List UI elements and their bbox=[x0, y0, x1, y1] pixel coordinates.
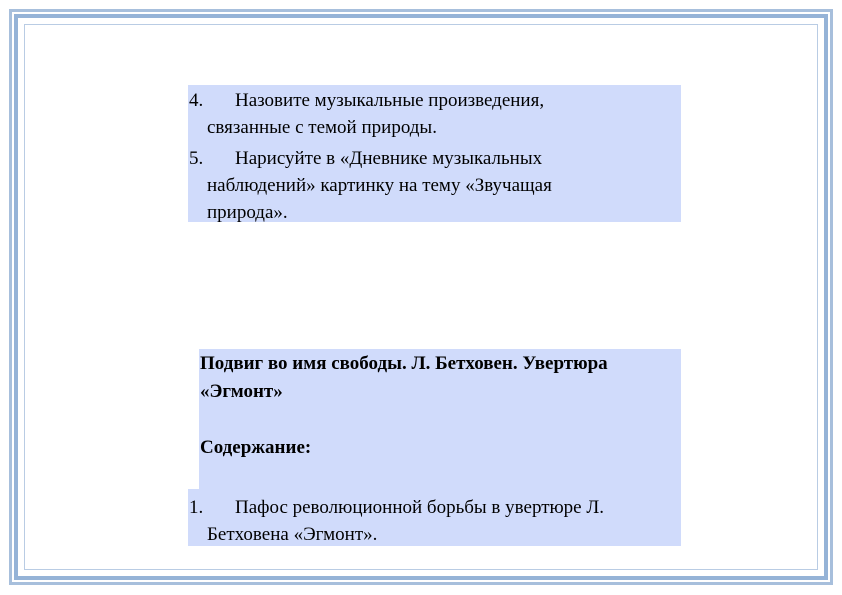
list-item-number: 1. bbox=[189, 497, 204, 518]
questions-block bbox=[188, 85, 681, 222]
list-item-text-line: Нарисуйте в «Дневнике музыкальных bbox=[235, 148, 543, 169]
topic-title-line: «Эгмонт» bbox=[200, 381, 283, 402]
list-item-text-line: Назовите музыкальные произведения, bbox=[235, 90, 545, 111]
list-item-text-line: Бетховена «Эгмонт». bbox=[207, 524, 378, 545]
list-item-text-line: наблюдений» картинку на тему «Звучащая bbox=[207, 175, 552, 196]
list-item-text-line: Пафос революционной борьбы в увертюре Л. bbox=[235, 497, 605, 518]
list-item-number: 4. bbox=[189, 90, 204, 111]
list-item bbox=[188, 87, 668, 141]
list-item bbox=[188, 494, 668, 548]
contents-heading: Содержание: bbox=[200, 437, 312, 458]
block-indent-gap bbox=[188, 349, 199, 489]
list-item-text-line: природа». bbox=[207, 202, 288, 223]
topic-block bbox=[188, 349, 681, 546]
topic-title-line: Подвиг во имя свободы. Л. Бетховен. Увертюра bbox=[200, 353, 608, 374]
list-item-text-line: связанные с темой природы. bbox=[207, 117, 437, 138]
list-item-number: 5. bbox=[189, 148, 204, 169]
list-item bbox=[188, 145, 668, 226]
